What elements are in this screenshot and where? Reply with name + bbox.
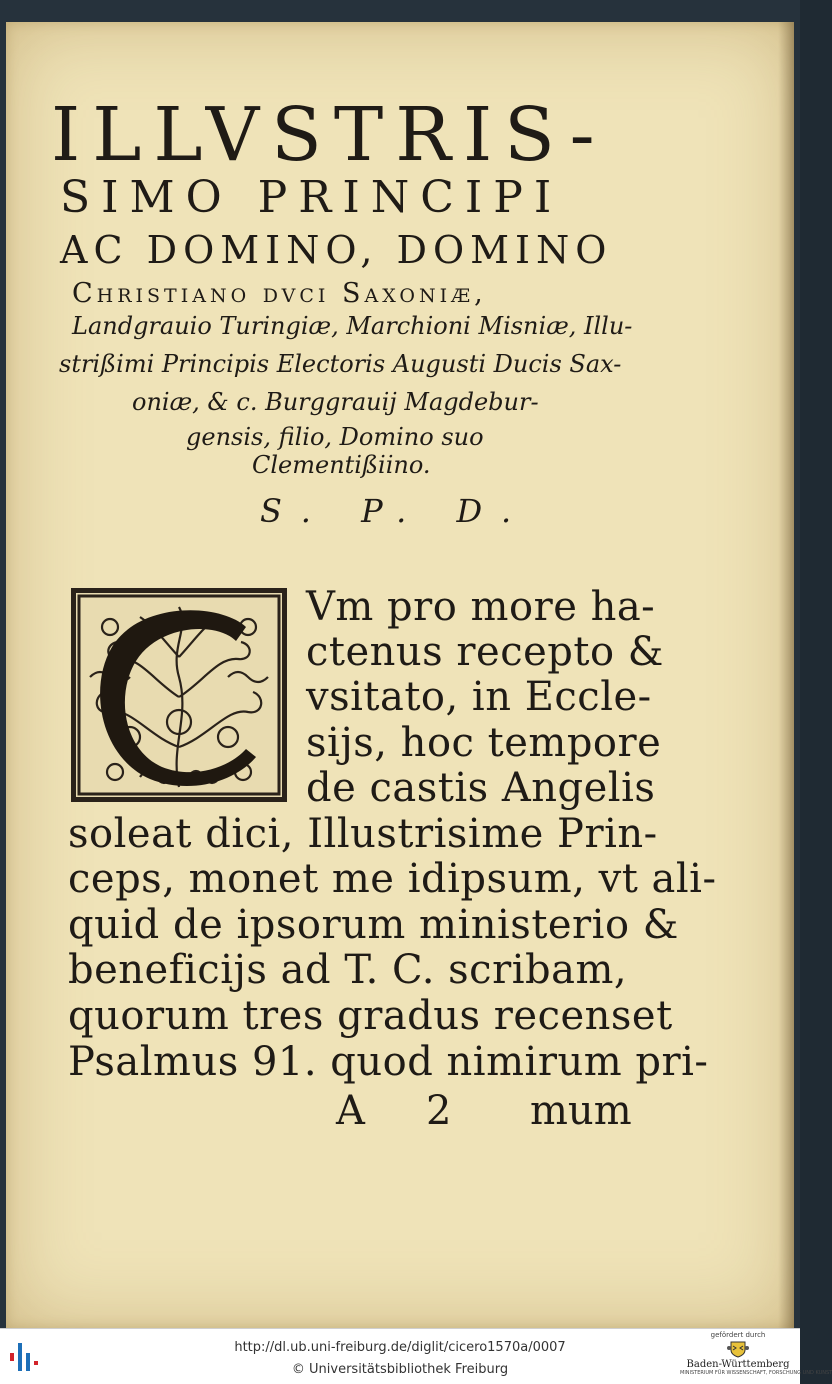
body-line-5: de castis Angelis xyxy=(306,765,656,811)
title-line-8: gensis, filio, Domino suo xyxy=(186,423,484,451)
body-line-4: sijs, hoc tempore xyxy=(306,720,662,766)
body-line-2: ctenus recepto & xyxy=(306,629,664,675)
title-line-7: oniæ, & c. Burggrauij Magdebur- xyxy=(132,388,539,416)
body-line-11: Psalmus 91. quod nimirum pri- xyxy=(68,1039,709,1085)
signature-number: 2 xyxy=(426,1088,452,1134)
title-line-6: strißimi Principis Electoris Augusti Ducis Sax- xyxy=(59,350,622,378)
page-gutter-shadow xyxy=(778,22,794,1328)
signature-mark: A xyxy=(336,1088,365,1134)
book-page xyxy=(6,22,794,1328)
body-line-9: beneficijs ad T. C. scribam, xyxy=(68,947,628,993)
sponsor-label: gefördert durch xyxy=(710,1331,766,1339)
viewer-footer xyxy=(0,1328,832,1384)
body-line-6: soleat dici, Illustrisime Prin- xyxy=(68,811,658,857)
decorated-initial-c xyxy=(70,587,288,803)
title-line-9: Clementißiino. xyxy=(252,451,431,479)
body-line-7: ceps, monet me idipsum, vt ali- xyxy=(68,856,717,902)
body-line-10: quorum tres gradus recenset xyxy=(68,993,673,1039)
title-line-4: Christiano dvci Saxoniæ, xyxy=(72,278,487,309)
sponsor-state: Baden-Württemberg xyxy=(686,1359,790,1370)
sponsor-badge xyxy=(680,1329,832,1384)
title-line-3: AC DOMINO, DOMINO xyxy=(60,228,613,272)
catchword: mum xyxy=(530,1088,632,1134)
body-line-1: Vm pro more ha- xyxy=(306,584,656,630)
permalink-url[interactable]: http://dl.ub.uni-freiburg.de/diglit/cicero1570a/0007 xyxy=(234,1340,566,1355)
coat-of-arms-icon xyxy=(727,1340,749,1358)
body-line-3: vsitato, in Eccle- xyxy=(306,674,652,720)
sponsor-ministry: MINISTERIUM FÜR WISSENSCHAFT, FORSCHUNG UND KUNST xyxy=(680,1370,832,1376)
title-line-5: Landgrauio Turingiæ, Marchioni Misniæ, Illu- xyxy=(72,312,633,340)
copyright-notice: © Universitätsbibliothek Freiburg xyxy=(291,1362,509,1377)
body-line-8: quid de ipsorum ministerio & xyxy=(68,902,679,948)
title-line-1: ILLVSTRIS- xyxy=(51,92,607,178)
salutation: S. P. D. xyxy=(260,492,532,530)
title-line-2: SIMO PRINCIPI xyxy=(60,172,563,223)
